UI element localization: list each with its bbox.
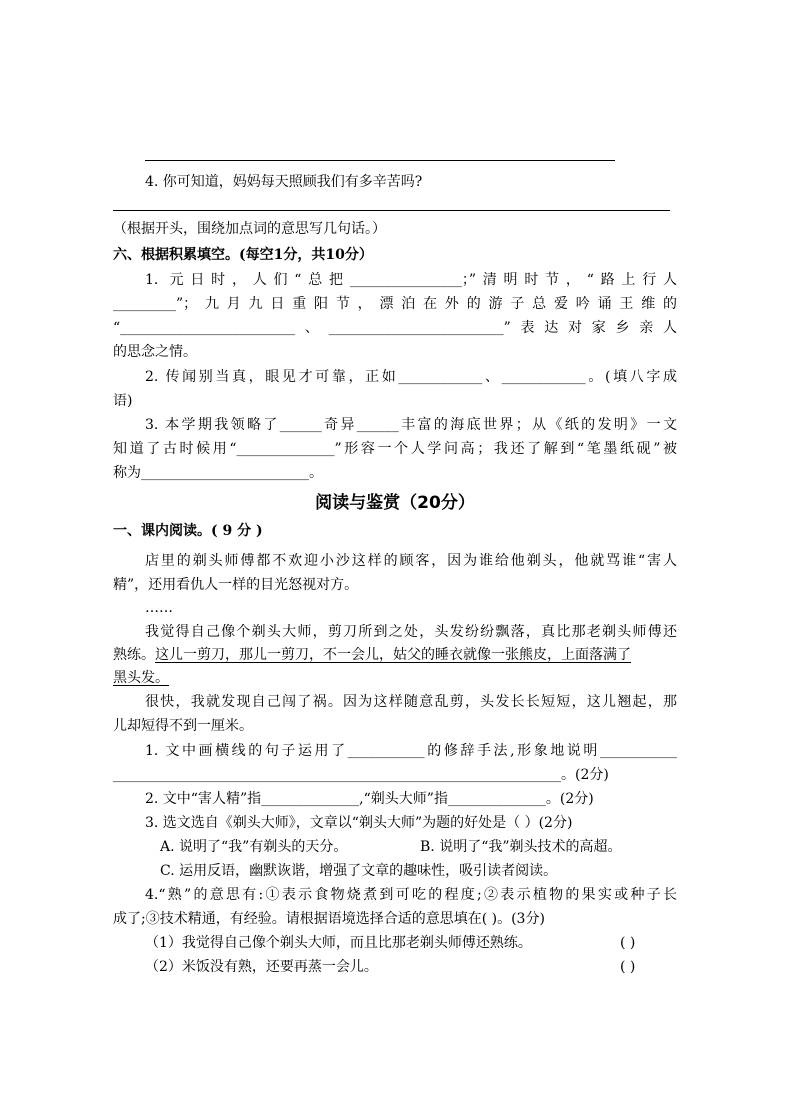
fill-1-line-d: 的思念之情。: [113, 344, 197, 360]
passage-para3-b: 儿却短得不到一厘米。: [113, 718, 253, 734]
passage-para2-b-plain: 熟练。: [113, 647, 155, 663]
reading-q3-option-a: A. 说明了“我”有剃头的天分。: [160, 839, 348, 855]
reading-q3-option-b: B. 说明了“我”剃头技术的高超。: [420, 839, 622, 855]
answer-line: [113, 210, 670, 211]
fill-3-line-c: 称为________________________。: [113, 465, 323, 481]
underlined-sentence: 这儿一剪刀，那儿一剪刀，不一会儿，姑父的睡衣就像一张熊皮，上面落满了: [155, 647, 631, 663]
answer-paren-2: ( ): [620, 959, 636, 975]
reading-q3-option-c: C. 运用反语，幽默诙谐，增强了文章的趣味性，吸引读者阅读。: [160, 863, 558, 879]
question-4: 4. 你可知道，妈妈每天照顾我们有多辛苦吗?: [145, 174, 423, 190]
writing-hint: （根据开头，围绕加点词的意思写几句话。）: [113, 221, 386, 237]
passage-para1-a: 店里的剃头师傅都不欢迎小沙这样的顾客，因为谁给他剃头，他就骂谁“害人: [145, 553, 677, 569]
reading-q4-item-1: （1）我觉得自己像个剃头大师，而且比那老剃头师傅还熟练。: [145, 935, 532, 951]
passage-para2-a: 我觉得自己像个剃头大师，剪刀所到之处，头发纷纷飘落，真比那老剃头师傅还: [145, 624, 677, 640]
reading-q4-a: 4.“熟”的意思有:①表示食物烧煮到可吃的程度;②表示植物的果实或种子长: [145, 887, 677, 903]
reading-q2: 2. 文中“害人精”指______________,“剃头大师”指______________。(2分): [145, 791, 594, 807]
reading-q4-b: 成了;③技术精通，有经验。请根据语境选择合适的意思填在( )。(3分): [113, 911, 545, 927]
fill-3-line-a: 3. 本学期我领略了______奇异______丰富的海底世界；从《纸的发明》一文: [145, 417, 677, 433]
reading-q1-a: 1. 文中画横线的句子运用了___________的修辞手法,形象地说明___________: [145, 743, 677, 759]
passage-para1-b: 精”，还用看仇人一样的目光怒视对方。: [113, 577, 359, 593]
reading-q3: 3. 选文选自《剃头大师》，文章以“剃头大师”为题的好处是（ ）(2分): [145, 815, 573, 831]
underlined-sentence-end: 黑头发。: [113, 670, 169, 686]
fill-1-line-c: “_________________________、_________________________”表达对家乡亲人: [113, 320, 677, 336]
answer-paren-1: ( ): [620, 935, 636, 951]
fill-1-line-b: _________”；九月九日重阳节，漂泊在外的游子总爱吟诵王维的: [113, 296, 677, 312]
fill-2-line-b: 语): [113, 393, 133, 409]
passage-ellipsis: ……: [145, 600, 173, 616]
fill-3-line-b: 知道了古时候用“______________”形容一个人学问高；我还了解到“笔墨纸砚”被: [113, 441, 677, 457]
reading-q1-b: ________________________________________________________________。(2分): [113, 767, 609, 783]
fill-1-line-a: 1. 元日时，人们“总把________________；”清明时节，“路上行人: [145, 272, 677, 288]
reading-q4-item-2: （2）米饭没有熟，还要再蒸一会儿。: [145, 959, 378, 975]
fill-2-line-a: 2. 传闻别当真，眼见才可靠，正如____________、____________。(填八字成: [145, 369, 677, 385]
reading-subheading: 一、课内阅读。( 9 分 ): [113, 523, 263, 539]
passage-para2-b: [113, 645, 677, 665]
answer-line: [145, 160, 615, 161]
section-6-heading: 六、根据积累填空。(每空1分，共10分）: [113, 247, 373, 263]
passage-para3-a: 很快，我就发现自己闯了祸。因为这样随意乱剪，头发长长短短，这儿翘起，那: [145, 694, 677, 710]
reading-title: 阅读与鉴赏（20分）: [315, 493, 475, 513]
